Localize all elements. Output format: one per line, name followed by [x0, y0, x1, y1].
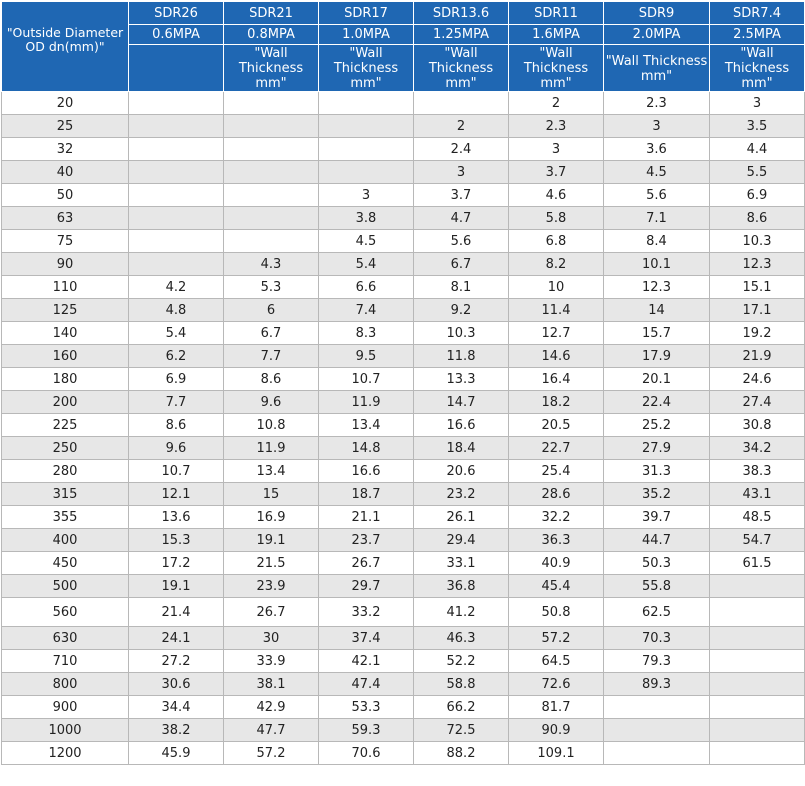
table-row [2, 552, 805, 575]
thickness-cell [319, 138, 414, 161]
thickness-cell: 59.3 [319, 719, 414, 742]
thickness-cell: 45.9 [129, 742, 224, 765]
wall-thickness-header: "Wall Thickness mm" [509, 45, 604, 92]
thickness-cell: 8.6 [129, 414, 224, 437]
thickness-cell: 5.3 [224, 276, 319, 299]
thickness-cell: 42.1 [319, 650, 414, 673]
thickness-cell: 7.1 [604, 207, 710, 230]
thickness-cell: 3.5 [710, 115, 805, 138]
thickness-cell: 7.7 [129, 391, 224, 414]
od-cell: 800 [2, 673, 129, 696]
thickness-cell: 33.2 [319, 598, 414, 627]
thickness-cell [710, 627, 805, 650]
od-cell: 32 [2, 138, 129, 161]
thickness-cell: 3.7 [414, 184, 509, 207]
od-cell: 500 [2, 575, 129, 598]
thickness-cell: 8.4 [604, 230, 710, 253]
thickness-cell [224, 115, 319, 138]
thickness-cell: 39.7 [604, 506, 710, 529]
table-row [2, 276, 805, 299]
od-cell: 20 [2, 92, 129, 115]
thickness-cell: 70.6 [319, 742, 414, 765]
sdr-header: SDR17 [319, 2, 414, 25]
table-row [2, 673, 805, 696]
thickness-cell: 34.4 [129, 696, 224, 719]
thickness-cell: 2.3 [509, 115, 604, 138]
table-header [2, 2, 805, 92]
od-cell: 250 [2, 437, 129, 460]
thickness-cell: 62.5 [604, 598, 710, 627]
thickness-cell: 36.8 [414, 575, 509, 598]
thickness-cell: 18.4 [414, 437, 509, 460]
thickness-cell: 25.2 [604, 414, 710, 437]
thickness-cell: 17.9 [604, 345, 710, 368]
thickness-cell [604, 719, 710, 742]
thickness-cell: 4.8 [129, 299, 224, 322]
thickness-cell: 20.6 [414, 460, 509, 483]
od-header: "Outside Diameter OD dn(mm)" [2, 2, 129, 92]
pressure-header: 2.5MPA [710, 25, 805, 45]
table-row [2, 719, 805, 742]
od-cell: 1200 [2, 742, 129, 765]
wall-thickness-header: "Wall Thickness mm" [224, 45, 319, 92]
thickness-cell: 18.2 [509, 391, 604, 414]
od-cell: 560 [2, 598, 129, 627]
thickness-cell: 17.2 [129, 552, 224, 575]
thickness-cell: 22.4 [604, 391, 710, 414]
table-row [2, 299, 805, 322]
pipe-spec-table-wrapper [1, 1, 805, 765]
thickness-cell: 4.5 [604, 161, 710, 184]
thickness-cell: 5.6 [414, 230, 509, 253]
thickness-cell: 33.1 [414, 552, 509, 575]
thickness-cell [129, 230, 224, 253]
thickness-cell [710, 742, 805, 765]
thickness-cell: 26.7 [319, 552, 414, 575]
od-cell: 140 [2, 322, 129, 345]
pipe-wall-thickness-table [1, 1, 805, 765]
thickness-cell: 9.6 [224, 391, 319, 414]
thickness-cell: 14.8 [319, 437, 414, 460]
thickness-cell: 2.4 [414, 138, 509, 161]
thickness-cell: 45.4 [509, 575, 604, 598]
thickness-cell [319, 92, 414, 115]
thickness-cell: 21.9 [710, 345, 805, 368]
thickness-cell: 15.1 [710, 276, 805, 299]
od-cell: 160 [2, 345, 129, 368]
wall-thickness-header [129, 45, 224, 92]
pressure-header: 1.0MPA [319, 25, 414, 45]
thickness-cell: 8.3 [319, 322, 414, 345]
table-row [2, 460, 805, 483]
table-row [2, 598, 805, 627]
table-body [2, 92, 805, 765]
thickness-cell: 58.8 [414, 673, 509, 696]
thickness-cell: 3 [319, 184, 414, 207]
od-cell: 355 [2, 506, 129, 529]
thickness-cell: 64.5 [509, 650, 604, 673]
thickness-cell [710, 575, 805, 598]
table-row [2, 138, 805, 161]
thickness-cell: 10 [509, 276, 604, 299]
table-row [2, 230, 805, 253]
thickness-cell: 46.3 [414, 627, 509, 650]
table-row [2, 184, 805, 207]
thickness-cell: 19.2 [710, 322, 805, 345]
thickness-cell: 3.6 [604, 138, 710, 161]
thickness-cell: 3.8 [319, 207, 414, 230]
thickness-cell: 10.3 [710, 230, 805, 253]
thickness-cell: 21.1 [319, 506, 414, 529]
thickness-cell: 5.8 [509, 207, 604, 230]
od-cell: 1000 [2, 719, 129, 742]
thickness-cell [414, 92, 509, 115]
thickness-cell: 53.3 [319, 696, 414, 719]
table-row [2, 506, 805, 529]
thickness-cell: 18.7 [319, 483, 414, 506]
table-row [2, 483, 805, 506]
thickness-cell: 5.4 [319, 253, 414, 276]
thickness-cell: 3 [414, 161, 509, 184]
thickness-cell: 24.6 [710, 368, 805, 391]
table-row [2, 575, 805, 598]
pressure-header: 2.0MPA [604, 25, 710, 45]
thickness-cell: 35.2 [604, 483, 710, 506]
thickness-cell: 10.3 [414, 322, 509, 345]
od-cell: 110 [2, 276, 129, 299]
thickness-cell: 16.9 [224, 506, 319, 529]
thickness-cell: 20.1 [604, 368, 710, 391]
thickness-cell: 79.3 [604, 650, 710, 673]
thickness-cell: 13.3 [414, 368, 509, 391]
thickness-cell [224, 161, 319, 184]
thickness-cell: 10.1 [604, 253, 710, 276]
thickness-cell: 57.2 [509, 627, 604, 650]
thickness-cell: 2 [509, 92, 604, 115]
thickness-cell: 10.8 [224, 414, 319, 437]
od-cell: 125 [2, 299, 129, 322]
table-row [2, 391, 805, 414]
thickness-cell: 89.3 [604, 673, 710, 696]
thickness-cell [710, 696, 805, 719]
thickness-cell: 8.6 [710, 207, 805, 230]
wall-thickness-header: "Wall Thickness mm" [710, 45, 805, 92]
thickness-cell [129, 138, 224, 161]
od-cell: 200 [2, 391, 129, 414]
sdr-header: SDR7.4 [710, 2, 805, 25]
od-cell: 225 [2, 414, 129, 437]
thickness-cell: 29.7 [319, 575, 414, 598]
thickness-cell: 7.7 [224, 345, 319, 368]
thickness-cell: 23.9 [224, 575, 319, 598]
thickness-cell: 33.9 [224, 650, 319, 673]
thickness-cell: 30.8 [710, 414, 805, 437]
table-row [2, 437, 805, 460]
thickness-cell: 50.8 [509, 598, 604, 627]
thickness-cell: 6.7 [224, 322, 319, 345]
sdr-header: SDR11 [509, 2, 604, 25]
sdr-header: SDR13.6 [414, 2, 509, 25]
thickness-cell: 6.8 [509, 230, 604, 253]
table-row [2, 368, 805, 391]
thickness-cell: 4.6 [509, 184, 604, 207]
thickness-cell: 72.5 [414, 719, 509, 742]
pressure-header: 1.25MPA [414, 25, 509, 45]
od-cell: 450 [2, 552, 129, 575]
thickness-cell: 30 [224, 627, 319, 650]
thickness-cell: 8.6 [224, 368, 319, 391]
od-cell: 50 [2, 184, 129, 207]
thickness-cell: 6.7 [414, 253, 509, 276]
thickness-cell: 43.1 [710, 483, 805, 506]
od-cell: 25 [2, 115, 129, 138]
thickness-cell: 10.7 [129, 460, 224, 483]
thickness-cell: 6.9 [129, 368, 224, 391]
wall-thickness-header: "Wall Thickness mm" [319, 45, 414, 92]
table-row [2, 529, 805, 552]
thickness-cell: 3 [604, 115, 710, 138]
thickness-cell: 21.5 [224, 552, 319, 575]
thickness-cell [129, 184, 224, 207]
thickness-cell: 27.2 [129, 650, 224, 673]
thickness-cell [319, 161, 414, 184]
thickness-cell: 26.7 [224, 598, 319, 627]
thickness-cell: 14.6 [509, 345, 604, 368]
thickness-cell: 15.3 [129, 529, 224, 552]
od-cell: 280 [2, 460, 129, 483]
thickness-cell: 14.7 [414, 391, 509, 414]
thickness-cell: 31.3 [604, 460, 710, 483]
pressure-header: 1.6MPA [509, 25, 604, 45]
thickness-cell: 48.5 [710, 506, 805, 529]
thickness-cell: 11.4 [509, 299, 604, 322]
thickness-cell [710, 673, 805, 696]
thickness-cell: 57.2 [224, 742, 319, 765]
thickness-cell: 54.7 [710, 529, 805, 552]
thickness-cell: 16.4 [509, 368, 604, 391]
thickness-cell: 44.7 [604, 529, 710, 552]
thickness-cell [129, 161, 224, 184]
thickness-cell: 4.5 [319, 230, 414, 253]
table-row [2, 414, 805, 437]
thickness-cell: 3.7 [509, 161, 604, 184]
thickness-cell: 23.2 [414, 483, 509, 506]
sdr-header: SDR9 [604, 2, 710, 25]
thickness-cell [710, 650, 805, 673]
od-cell: 90 [2, 253, 129, 276]
thickness-cell: 15.7 [604, 322, 710, 345]
thickness-cell: 42.9 [224, 696, 319, 719]
sdr-header: SDR21 [224, 2, 319, 25]
thickness-cell: 38.3 [710, 460, 805, 483]
thickness-cell: 34.2 [710, 437, 805, 460]
od-cell: 400 [2, 529, 129, 552]
table-row [2, 207, 805, 230]
thickness-cell: 14 [604, 299, 710, 322]
thickness-cell: 28.6 [509, 483, 604, 506]
thickness-cell: 81.7 [509, 696, 604, 719]
thickness-cell: 13.4 [224, 460, 319, 483]
od-cell: 900 [2, 696, 129, 719]
thickness-cell: 16.6 [414, 414, 509, 437]
table-row [2, 253, 805, 276]
thickness-cell: 6.9 [710, 184, 805, 207]
thickness-cell: 52.2 [414, 650, 509, 673]
thickness-cell: 4.3 [224, 253, 319, 276]
thickness-cell [604, 742, 710, 765]
thickness-cell: 17.1 [710, 299, 805, 322]
thickness-cell: 27.9 [604, 437, 710, 460]
thickness-cell: 38.1 [224, 673, 319, 696]
thickness-cell: 90.9 [509, 719, 604, 742]
od-cell: 180 [2, 368, 129, 391]
od-cell: 710 [2, 650, 129, 673]
thickness-cell: 8.2 [509, 253, 604, 276]
thickness-cell: 13.6 [129, 506, 224, 529]
od-cell: 75 [2, 230, 129, 253]
table-row [2, 92, 805, 115]
table-row [2, 161, 805, 184]
thickness-cell: 10.7 [319, 368, 414, 391]
thickness-cell [319, 115, 414, 138]
thickness-cell [129, 92, 224, 115]
thickness-cell: 72.6 [509, 673, 604, 696]
thickness-cell: 11.9 [224, 437, 319, 460]
od-cell: 63 [2, 207, 129, 230]
thickness-cell: 6.2 [129, 345, 224, 368]
thickness-cell: 27.4 [710, 391, 805, 414]
thickness-cell [710, 598, 805, 627]
thickness-cell: 7.4 [319, 299, 414, 322]
wall-thickness-header: "Wall Thickness mm" [414, 45, 509, 92]
thickness-cell: 4.4 [710, 138, 805, 161]
thickness-cell: 47.7 [224, 719, 319, 742]
header-row-sdr [2, 2, 805, 25]
thickness-cell: 2.3 [604, 92, 710, 115]
thickness-cell: 12.3 [604, 276, 710, 299]
table-row [2, 742, 805, 765]
thickness-cell: 109.1 [509, 742, 604, 765]
thickness-cell: 11.9 [319, 391, 414, 414]
od-cell: 630 [2, 627, 129, 650]
thickness-cell: 2 [414, 115, 509, 138]
thickness-cell [224, 138, 319, 161]
thickness-cell: 38.2 [129, 719, 224, 742]
sdr-header: SDR26 [129, 2, 224, 25]
thickness-cell [604, 696, 710, 719]
thickness-cell: 4.7 [414, 207, 509, 230]
thickness-cell: 22.7 [509, 437, 604, 460]
thickness-cell: 6 [224, 299, 319, 322]
thickness-cell: 19.1 [224, 529, 319, 552]
thickness-cell: 11.8 [414, 345, 509, 368]
thickness-cell: 30.6 [129, 673, 224, 696]
thickness-cell: 47.4 [319, 673, 414, 696]
thickness-cell: 66.2 [414, 696, 509, 719]
od-cell: 315 [2, 483, 129, 506]
thickness-cell [710, 719, 805, 742]
thickness-cell: 50.3 [604, 552, 710, 575]
thickness-cell: 5.5 [710, 161, 805, 184]
thickness-cell: 24.1 [129, 627, 224, 650]
thickness-cell [224, 92, 319, 115]
thickness-cell: 16.6 [319, 460, 414, 483]
thickness-cell: 61.5 [710, 552, 805, 575]
thickness-cell: 21.4 [129, 598, 224, 627]
thickness-cell: 9.6 [129, 437, 224, 460]
table-row [2, 322, 805, 345]
pressure-header: 0.6MPA [129, 25, 224, 45]
thickness-cell: 13.4 [319, 414, 414, 437]
table-row [2, 696, 805, 719]
thickness-cell [129, 253, 224, 276]
thickness-cell: 29.4 [414, 529, 509, 552]
table-row [2, 650, 805, 673]
thickness-cell: 36.3 [509, 529, 604, 552]
thickness-cell: 4.2 [129, 276, 224, 299]
pressure-header: 0.8MPA [224, 25, 319, 45]
thickness-cell: 19.1 [129, 575, 224, 598]
table-row [2, 115, 805, 138]
thickness-cell: 3 [509, 138, 604, 161]
table-row [2, 345, 805, 368]
thickness-cell: 15 [224, 483, 319, 506]
thickness-cell: 3 [710, 92, 805, 115]
thickness-cell: 6.6 [319, 276, 414, 299]
thickness-cell: 9.2 [414, 299, 509, 322]
thickness-cell: 5.6 [604, 184, 710, 207]
thickness-cell: 23.7 [319, 529, 414, 552]
thickness-cell: 37.4 [319, 627, 414, 650]
thickness-cell: 9.5 [319, 345, 414, 368]
thickness-cell: 40.9 [509, 552, 604, 575]
table-row [2, 627, 805, 650]
od-cell: 40 [2, 161, 129, 184]
thickness-cell: 12.7 [509, 322, 604, 345]
thickness-cell: 8.1 [414, 276, 509, 299]
wall-thickness-header: "Wall Thickness mm" [604, 45, 710, 92]
thickness-cell: 5.4 [129, 322, 224, 345]
thickness-cell [129, 207, 224, 230]
thickness-cell [224, 207, 319, 230]
thickness-cell: 12.3 [710, 253, 805, 276]
thickness-cell: 88.2 [414, 742, 509, 765]
thickness-cell: 55.8 [604, 575, 710, 598]
thickness-cell: 12.1 [129, 483, 224, 506]
thickness-cell [224, 230, 319, 253]
thickness-cell: 20.5 [509, 414, 604, 437]
thickness-cell: 41.2 [414, 598, 509, 627]
thickness-cell: 32.2 [509, 506, 604, 529]
thickness-cell: 26.1 [414, 506, 509, 529]
thickness-cell [129, 115, 224, 138]
thickness-cell [224, 184, 319, 207]
thickness-cell: 70.3 [604, 627, 710, 650]
thickness-cell: 25.4 [509, 460, 604, 483]
